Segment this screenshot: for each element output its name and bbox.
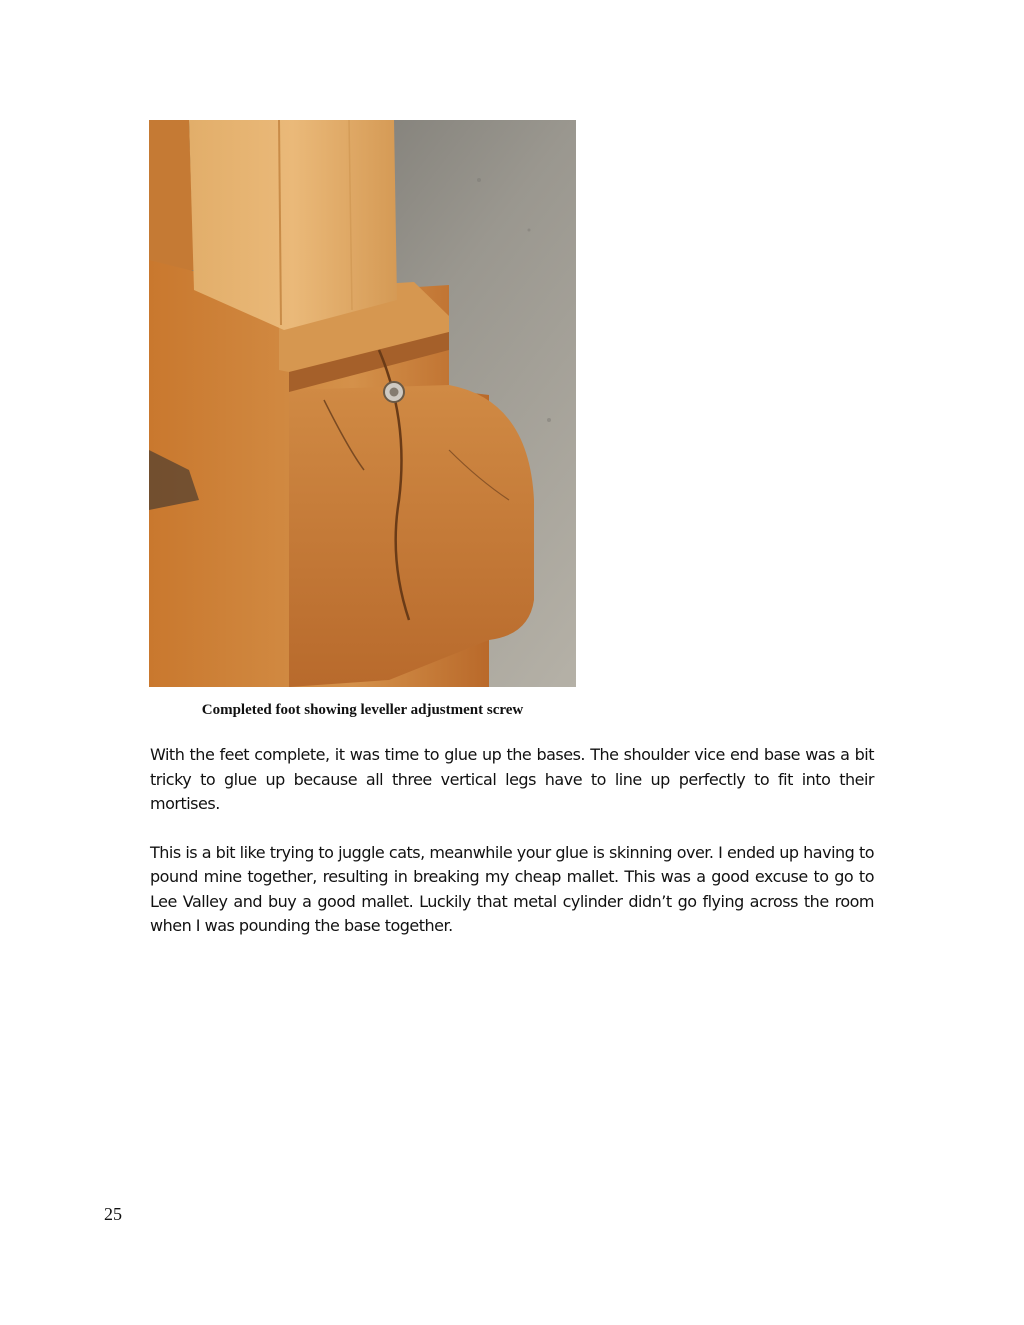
figure-caption: Completed foot showing leveller adjustment screw [201,702,524,718]
paragraph: With the feet complete, it was time to glue up the bases. The shoulder vice end base was a bit tricky to glue up because all three vertical legs have to line up perfectly to fit into their mortises. [150,745,874,813]
page-number: 25 [104,1204,122,1224]
paragraph: This is a bit like trying to juggle cats, meanwhile your glue is skinning over. I ended up having to pound mine together, resulting in breaking my cheap mallet. This was a good excuse to go to Lee Valley and buy a good mallet. Luckily that metal cylinder didn’t go flying across the room when I was pounding the base together. [150,842,874,935]
figure-photo [149,120,576,687]
wooden-foot-photo [149,120,576,687]
body-text [150,743,874,963]
